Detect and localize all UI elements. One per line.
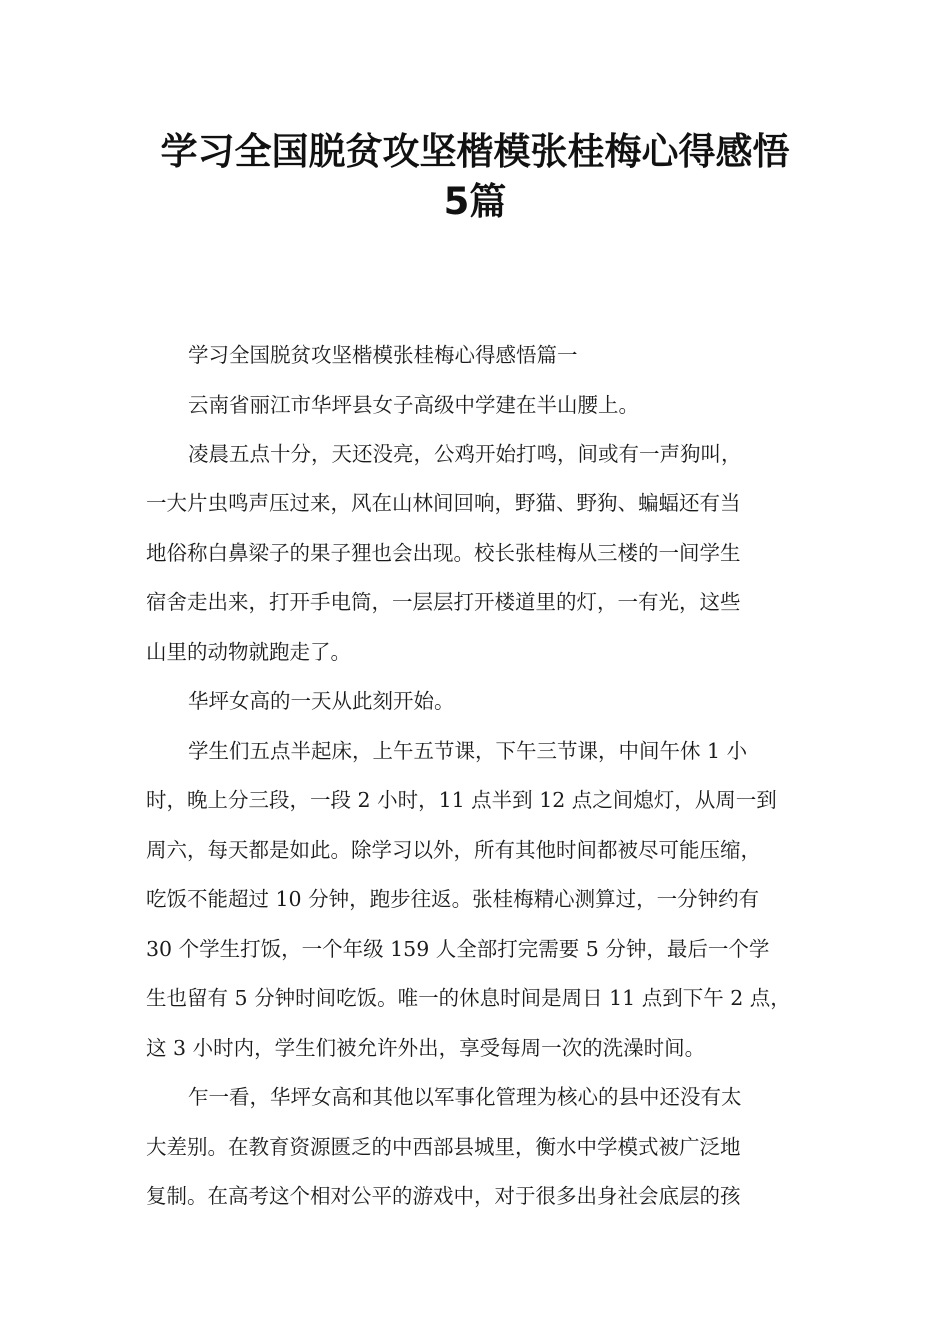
paragraph-line: 宿舍走出来，打开手电筒，一层层打开楼道里的灯，一有光，这些 [146, 590, 741, 614]
paragraph-line: 30 个学生打饭，一个年级 159 人全部打完需要 5 分钟，最后一个学 [146, 937, 770, 961]
paragraph-line: 复制。在高考这个相对公平的游戏中，对于很多出身社会底层的孩 [146, 1184, 741, 1208]
paragraph-line: 时，晚上分三段，一段 2 小时，11 点半到 12 点之间熄灯，从周一到 [146, 788, 777, 812]
paragraph-line: 山里的动物就跑走了。 [146, 640, 351, 664]
paragraph-line: 生也留有 5 分钟时间吃饭。唯一的休息时间是周日 11 点到下午 2 点， [146, 986, 791, 1010]
paragraph-line: 这 3 小时内，学生们被允许外出，享受每周一次的洗澡时间。 [146, 1036, 706, 1060]
paragraph-line: 凌晨五点十分，天还没亮，公鸡开始打鸣，间或有一声狗叫， [188, 442, 742, 466]
section-heading: 学习全国脱贫攻坚楷模张桂梅心得感悟篇一 [188, 343, 578, 367]
paragraph-line: 乍一看，华坪女高和其他以军事化管理为核心的县中还没有太 [188, 1085, 742, 1109]
paragraph-line: 一大片虫鸣声压过来，风在山林间回响，野猫、野狗、蝙蝠还有当 [146, 491, 741, 515]
paragraph-line: 华坪女高的一天从此刻开始。 [188, 689, 455, 713]
paragraph-line: 学生们五点半起床，上午五节课，下午三节课，中间午休 1 小 [188, 739, 748, 763]
paragraph-line: 周六，每天都是如此。除学习以外，所有其他时间都被尽可能压缩， [146, 838, 761, 862]
paragraph-line: 云南省丽江市华坪县女子高级中学建在半山腰上。 [188, 393, 639, 417]
document-title-line-1: 学习全国脱贫攻坚楷模张桂梅心得感悟 [160, 130, 790, 173]
paragraph-line: 大差别。在教育资源匮乏的中西部县城里，衡水中学模式被广泛地 [146, 1135, 741, 1159]
paragraph-line: 吃饭不能超过 10 分钟，跑步往返。张桂梅精心测算过，一分钟约有 [146, 887, 760, 911]
document-title-line-2: 5篇 [443, 180, 507, 223]
paragraph-line: 地俗称白鼻梁子的果子狸也会出现。校长张桂梅从三楼的一间学生 [146, 541, 741, 565]
